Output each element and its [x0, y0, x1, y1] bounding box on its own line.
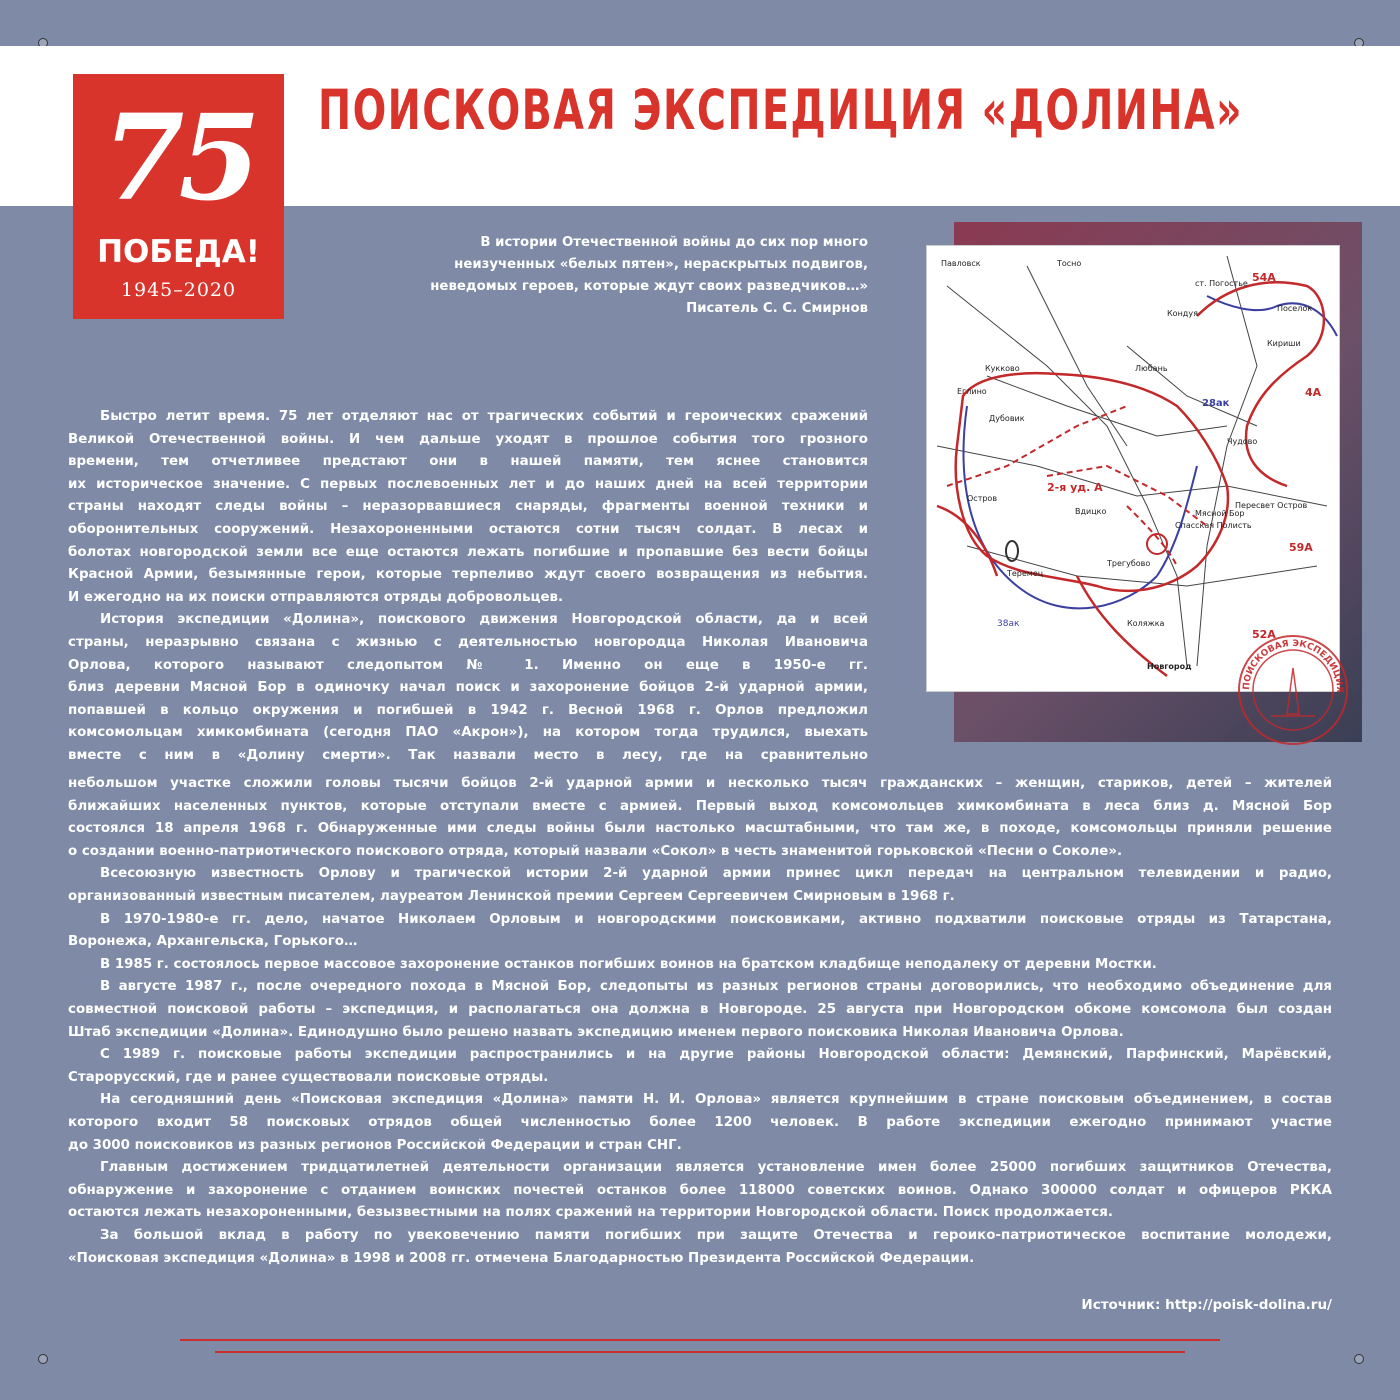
quote-line: неведомых героев, которые ждут своих разведчиков…» [430, 279, 868, 294]
article-line: Всесоюзную известность Орлову и трагической истории 2-й ударной армии принес цикл передач на центральном телевидении и радио, [100, 866, 1332, 882]
map-label: Теремец [1007, 569, 1044, 578]
article-line: состоялся 18 апреля 1968 г. Обнаруженные ими следы войны были настолько масштабными, что там же, в походе, комсомольцы приняли решение [68, 821, 1332, 837]
map-label: Дубовик [989, 414, 1025, 423]
article-line: остаются лежать незахороненными, безызвестными на полях сражений на территории Новгородской области. Поиск продолжается. [68, 1205, 1113, 1221]
expedition-stamp-icon [1235, 632, 1351, 748]
map-label: Коляжка [1127, 619, 1165, 628]
map-label: 4А [1305, 386, 1322, 399]
map-label: Тосно [1057, 259, 1082, 268]
article-line: обнаружение и захоронение с отданием воинских почестей останков более 118000 советских воинов. Однако 300000 солдат и офицеров РККА [68, 1182, 1332, 1198]
article-line: болотах новгородской земли все еще остаются лежать погибшие и пропавшие без вести бойцы [68, 544, 868, 560]
article-line: В 1985 г. состоялось первое массовое захоронение останков погибших воинов на братском кладбище неподалеку от деревни Мостки. [100, 956, 1157, 972]
map-label: Чудово [1227, 437, 1258, 446]
article-line: времени, тем отчетливее предстают они в нашей памяти, тем яснее становится [68, 454, 868, 470]
article-line: В 1970-1980-е гг. дело, начатое Николаем Орловым и новгородскими поисковиками, активно подхватили поисковые отряды из Татарстана, [100, 911, 1332, 927]
article-line: оборонительных сооружений. Незахороненными остаются сотни тысяч солдат. В лесах и [68, 522, 868, 537]
battle-map-drawing [927, 246, 1339, 691]
article-line: страны, неразрывно связана с жизнью с деятельностью новгородца Николая Ивановича [68, 635, 868, 650]
article-line: близ деревни Мясной Бор в одиночку начал поиск и захоронение бойцов 2-й ударной армии, [68, 680, 868, 696]
article-line: Быстро летит время. 75 лет отделяют нас от трагических событий и героических сражений [100, 409, 868, 424]
article-line: попавшей в кольцо окружения и погибшей в 1942 г. Весной 1968 г. Орлов предложил [68, 702, 868, 718]
map-label: 59А [1289, 541, 1313, 554]
map-label: 38ак [997, 619, 1020, 629]
map-label: Любань [1135, 364, 1168, 373]
article-line: их историческое значение. С первых послевоенных лет и до наших дней на всей территории [68, 476, 868, 492]
article-line: совместной поисковой работы – экспедиция, и располагаться она должна в Новгороде. 25 августа при Новгородском обкоме комсомола был создан [68, 1002, 1332, 1017]
map-label: 2-я уд. А [1047, 481, 1103, 494]
corner-screw [38, 1354, 48, 1364]
map-label: Павловск [941, 259, 981, 268]
source-link: Источник: http://poisk-dolina.ru/ [1081, 1297, 1332, 1313]
page-title: ПОИСКОВАЯ ЭКСПЕДИЦИЯ «ДОЛИНА» [318, 78, 1244, 142]
article-line: о создании военно-патриотического поискового отряда, который назвали «Сокол» в честь знаменитой горьковской «Песни о Соколе». [68, 843, 1123, 859]
map-label: ст. Погостье [1195, 279, 1248, 288]
logo-number: 75 [102, 88, 255, 227]
quote-line: неизученных «белых пятен», нераскрытых подвигов, [454, 257, 868, 272]
article-line: Орлова, которого называют следопытом № 1. Именно он еще в 1950-е гг. [68, 657, 868, 673]
article-line: Главным достижением тридцатилетней деятельности организации является установление имен более 25000 погибших защитников Отечества, [100, 1160, 1332, 1176]
article-line: И ежегодно на их поиски отправляются отряды добровольцев. [68, 589, 564, 605]
article-line: На сегодняшний день «Поисковая экспедиция «Долина» памяти Н. И. Орлова» является крупнейшим в стране поисковым объединением, в состав [100, 1092, 1332, 1108]
article-line: Великой Отечественной войны. И чем дальше уходят в прошлое события того грозного [68, 431, 868, 447]
article-line: комсомольцам химкомбината (сегодня ПАО «Акрон»), на котором тогда трудился, выехать [68, 725, 868, 741]
article-line: В августе 1987 г., после очередного похода в Мясной Бор, следопыты из разных регионов страны договорились, что необходимо объединение для [100, 979, 1332, 995]
victory-75-logo [73, 74, 284, 319]
stamp-text: ПОИСКОВАЯ ЭКСПЕДИЦИЯ [1241, 638, 1345, 694]
corner-screw [1354, 1354, 1364, 1364]
map-label: Трегубово [1107, 559, 1151, 568]
article-line: Воронежа, Архангельска, Горького… [68, 934, 358, 950]
logo-years: 1945–2020 [120, 279, 237, 301]
map-label: Кондуя [1167, 309, 1198, 318]
article-line: С 1989 г. поисковые работы экспедиции распространились и на другие районы Новгородской области: Демянский, Парфинский, Марёвский, [100, 1047, 1332, 1063]
map-label: Вдицко [1075, 507, 1107, 516]
map-label: Поселок [1277, 304, 1313, 313]
quote-author: Писатель С. С. Смирнов [686, 301, 868, 316]
map-label: Остров [967, 494, 998, 503]
map-label: Кириши [1267, 339, 1301, 348]
map-label: Мясной Бор [1195, 509, 1245, 518]
article-line: ближайших населенных пунктов, которые отступали вместе с армией. Первый выход комсомольцев химкомбината в леса близ д. Мясной Бор [68, 798, 1332, 814]
article-line: страны находят следы войны – неразорвавшиеся снаряды, фрагменты военной техники и [68, 499, 868, 515]
map-label: Спасская Полисть [1175, 521, 1252, 530]
article-line: За большой вклад в работу по увековечению памяти погибших при защите Отечества и героико-патриотическое воспитание молодежи, [100, 1228, 1332, 1243]
footer-rule [215, 1351, 1185, 1353]
battle-map [926, 245, 1340, 692]
quote-line: В истории Отечественной войны до сих пор много [480, 235, 868, 250]
epigraph-quote [330, 232, 868, 320]
map-label: 28ак [1202, 398, 1230, 409]
article-line: до 3000 поисковиков из разных регионов Российской Федерации и стран СНГ. [68, 1137, 682, 1153]
article-line: вместе с ним в «Долину смерти». Так назвали место в лесу, где на сравнительно [68, 748, 868, 763]
map-label: Кукково [985, 364, 1020, 373]
article-line: История экспедиции «Долина», поискового движения Новгородской области, да и всей [100, 612, 868, 628]
map-label: 52А [1252, 628, 1276, 641]
logo-word: ПОБЕДА! [97, 234, 260, 270]
stamp-drawing [1235, 632, 1351, 748]
map-label: Еглино [957, 387, 987, 396]
map-label: 54А [1252, 271, 1276, 284]
footer-rule [180, 1339, 1220, 1341]
article-line: которого входит 58 поисковых отрядов общей численностью более 1200 человек. В работе экспедиции ежегодно принимают участие [68, 1115, 1332, 1130]
svg-text:ПОИСКОВАЯ ЭКСПЕДИЦИЯ [1242, 639, 1344, 693]
article-line: «Поисковая экспедиция «Долина» в 1998 и 2008 гг. отмечена Благодарностью Президента Российской Федерации. [68, 1250, 975, 1266]
map-label: Новгород [1147, 662, 1192, 671]
map-label: Пересвет Остров [1235, 501, 1308, 510]
article-line: организованный известным писателем, лауреатом Ленинской премии Сергеем Сергеевичем Смирновым в 1968 г. [68, 889, 955, 904]
article-line: Штаб экспедиции «Долина». Единодушно было решено назвать экспедицию именем первого поисковика Николая Ивановича Орлова. [68, 1024, 1124, 1040]
article-line: Старорусский, где и ранее существовали поисковые отряды. [68, 1069, 549, 1085]
article-line: Красной Армии, безымянные герои, которые терпеливо ждут своего возвращения из небытия. [68, 567, 868, 583]
article-line: небольшом участке сложили головы тысячи бойцов 2-й ударной армии и несколько тысяч гражданских – женщин, стариков, детей – жителей [68, 776, 1332, 791]
